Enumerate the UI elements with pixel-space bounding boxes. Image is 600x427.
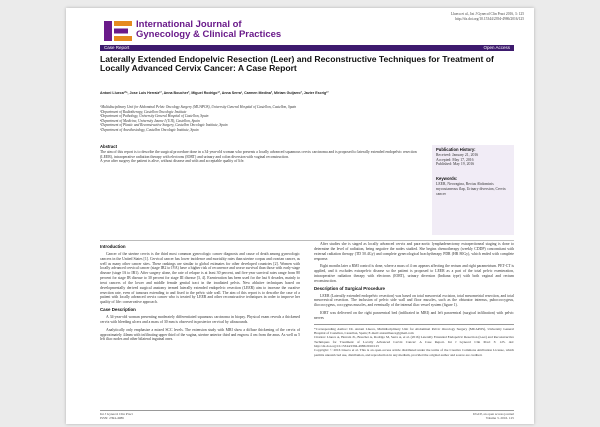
author-list: Antoni Llueca¹²*, Jose Luis Herraiz¹², Anna Boucher², Miguel Rodrigo¹², Anna Serra¹, Carmen Medina², Miriam Guijarro², Javier Escrig¹²: [100, 91, 329, 95]
footer-journal: Int J Gynecol Clin Pract: [100, 412, 133, 416]
body-paragraph: After studies she is staged as locally advanced cervix and para-aortic lymphadenectomy extraperitoneal staging is done to determine the level of radiation, being negative the nodes studied. She begins chemotherapy (weekly CDDP) concomitant with external radiation therapy (TD 50.4Gy) and complete gynecological brachytherapy PDR (HR 80Gy), which ended with complete response.: [314, 242, 514, 261]
body-paragraph: Eight months later a RMI control is done, where a mass of 4 cm appears affecting the rectum and right parametrium. PET-CT is applied, and it excludes extrapelvic disease so the patient is proposed to LEER as a part of the total pelvic exenteration, intraoperative radiation therapy with electrons (IORT), urinary diversion (Indiana type) with both vaginal and rectum reconstruction.: [314, 264, 514, 283]
body-paragraph: A 34-year-old woman presenting moderately differentiated squamous carcinoma in biopsy. Physical exam reveals a thickened cervix with bleeding ulcers and a mass of 30 mm is observed in posterior cervical by ultrasounds.: [100, 314, 300, 324]
keywords-heading: Keywords:: [436, 176, 458, 182]
citation-line: Llueca et al., Int J Gynecol Clin Pract 2016, 3: 125: [450, 12, 524, 16]
affiliation: ⁶Department of Anesthesiology, Castellon Oncologic Institute, Spain: [100, 127, 199, 132]
copyright-note: Copyright: © 2016 Llueca et al. This is an open-access article distributed under the terms of the Creative Commons Attribution License, which permits unrestricted use, distribution, and reproduction in any medium, provided the original author and source are credited.: [314, 348, 514, 357]
footer-access: IJGCP, an open access journal: [473, 412, 514, 416]
affiliation: ⁴Department of Medicine, University Jaume I (UJI), Castellon, Spain: [100, 118, 200, 123]
body-paragraph: Analytically only emphasize a mixed SCC levels. The extension study with MRI show a diffuse thickening of the cervix of approximately 44mm with infiltrating upper third of the vagina, uterine anterior third and engross 4 cm from the anus. As well as 5 left iliac nodes and other bilateral inguinal ones.: [100, 327, 300, 342]
footer-volume: Volume 3. 2016. 125: [485, 416, 514, 421]
affiliation: ²Department of Radiotherapy, Castellon Oncologic Institute: [100, 109, 187, 114]
affiliation: ³Department of Pathology, University General Hospital of Castellon, Spain: [100, 114, 209, 118]
corresponding-author: *Corresponding Author: Dr. Antoni Llueca, Multidisciplinary Unit for Abdominal Pelvic Oncology Surgery (MUAPOS), University General Hospital of Castellon, Castellon, Spain; E-mail: antonillueca@gmail.com: [314, 326, 514, 336]
received-date: Received: January 21, 2016: [436, 152, 479, 157]
citation-header: [404, 12, 524, 21]
doi-link[interactable]: http://dx.doi.org/10.15344/2394-4986/2016/125: [455, 16, 524, 21]
abstract-section: [100, 145, 426, 235]
case-heading: Case Description: [100, 307, 136, 313]
procedure-heading: Description of Surgical Procedure: [314, 285, 385, 291]
accepted-date: Accepted: May 17, 2016: [436, 157, 474, 162]
publication-history-heading: Publication History:: [436, 147, 476, 152]
body-paragraph: IORT was delivered on the right paraventral bed (infiltrated in MRI) and left paraventral (surgical infiltration) with pelvic nerves: [314, 311, 514, 320]
paper-page: [66, 8, 534, 424]
intro-heading: Introduction: [100, 244, 126, 249]
affiliations: [100, 105, 400, 132]
open-access-label: Open Access: [483, 45, 510, 50]
publication-sidebar: [432, 145, 514, 235]
article-title: Laterally Extended Endopelvic Resection (Leer) and Reconstructive Techniques for Treatment of Locally Advanced Cervix Cancer: A Case Report: [100, 54, 494, 74]
affiliation: ¹Multidisciplinary Unit for Abdominal Pelvic Oncology Surgery (MUAPOS), University General Hospital of Castellon, Castellon, Spain: [100, 105, 297, 109]
citation-note: Citation: Llueca A, Herraiz JL, Boucher A, Rodrigo M, Serra A, et al. (2016) Laterally Extended Endopelvic Resection (Leer) and Reconstructive Techniques for Treatment of Locally Advanced Cervix Cancer: A Case Report. Int J Gynecol Clin Pract 3: 125. doi: http://dx.doi.org/10.15344/2394-4986/2016/125: [314, 335, 514, 348]
page-footer: [100, 410, 514, 421]
affiliation: ⁵Department of Plastic and Reconstructive Surgery, Castellon Oncologic Institute, Spain: [100, 123, 228, 127]
body-paragraph: Cancer of the uterine cervix is the third most common gynecologic cancer diagnosis and cause of death among gynecologic cancers in the United States [1]. Cervical cancer has lower incidence and mortality rates than uterine corpus and ovarian cancer, as well as many other cancer sites. These rankings are similar to global estimates for other developed countries [2]. Women with locally advanced cervical cancer (stage IB2 to IVA) have a higher risk of recurrence and worse survival than those with early-stage disease (stage IA to IB1). After surgery alone, the rate of relapse is at least 30 percent, and five-year survival rates range from 80 percent for stage IB disease to 30 percent for stage III disease [3, 4]. Exenteration has been used for the last 6 decades, mainly to treat cancers of the lower and middle female genital tract in the irradiated pelvis. New ablative techniques based on developmentally derived surgical anatomy termed laterally extended endopelvic resection (LEER) aim to increase the curative resection rate, even of tumours extending to and fixed to the pelvic side wall. The aim of this report is to describe the case of a patient with locally advanced cervix cancer who is treated by LEER and other reconstructive techniques in order to improve her quality of life: conservative approach.: [100, 251, 300, 305]
abstract-heading: Abstract: [100, 144, 117, 149]
journal-name: [136, 20, 281, 40]
article-type: Case Report: [104, 45, 130, 50]
journal-name-line: Gynecology & Clinical Practices: [136, 29, 282, 40]
journal-logo: [104, 21, 132, 41]
article-type-bar: [100, 45, 514, 51]
correspondence-block: [314, 324, 514, 357]
abstract-paragraph: The aim of this report is to describe the surgical procedure done in a 34-year-old woman who presents a locally advanced squamous cervix carcinoma and is proposed to laterally extended endopelvic resection (LEER), intraoperative radiation therapy with electrons (IORT) and urinary and colon diversion with vaginal reconstruction.: [100, 149, 417, 159]
right-column: [314, 242, 514, 357]
body-paragraph: LEER (Laterally extended endopelvic resection) was based on total mesorectal excision, total mesometrial resection, and total mesovesical resection. The inclusion of pelvic side wall and floor muscles, such as the obturator internus, pubococcygeus, iliococcygeus, coccygeus muscles, and eventually of the internal iliac vessel system (figure 1).: [314, 293, 514, 308]
footer-left: [100, 412, 133, 420]
section-divider: [100, 240, 514, 241]
left-column: [100, 242, 300, 345]
abstract-paragraph: A year after surgery the patient is alive, without disease and with and acceptable quality of life.: [100, 159, 245, 164]
footer-right: [473, 412, 514, 420]
journal-name-line: International Journal of: [136, 19, 242, 30]
keywords-text: LEER, Neovagina, Rectus Abdominis myocutaneous flap, Urinary diversion, Cervix cancer: [436, 181, 506, 196]
footer-issn: ISSN: 2394-4986: [100, 416, 124, 421]
published-date: Published: May 19, 2016: [436, 162, 475, 167]
